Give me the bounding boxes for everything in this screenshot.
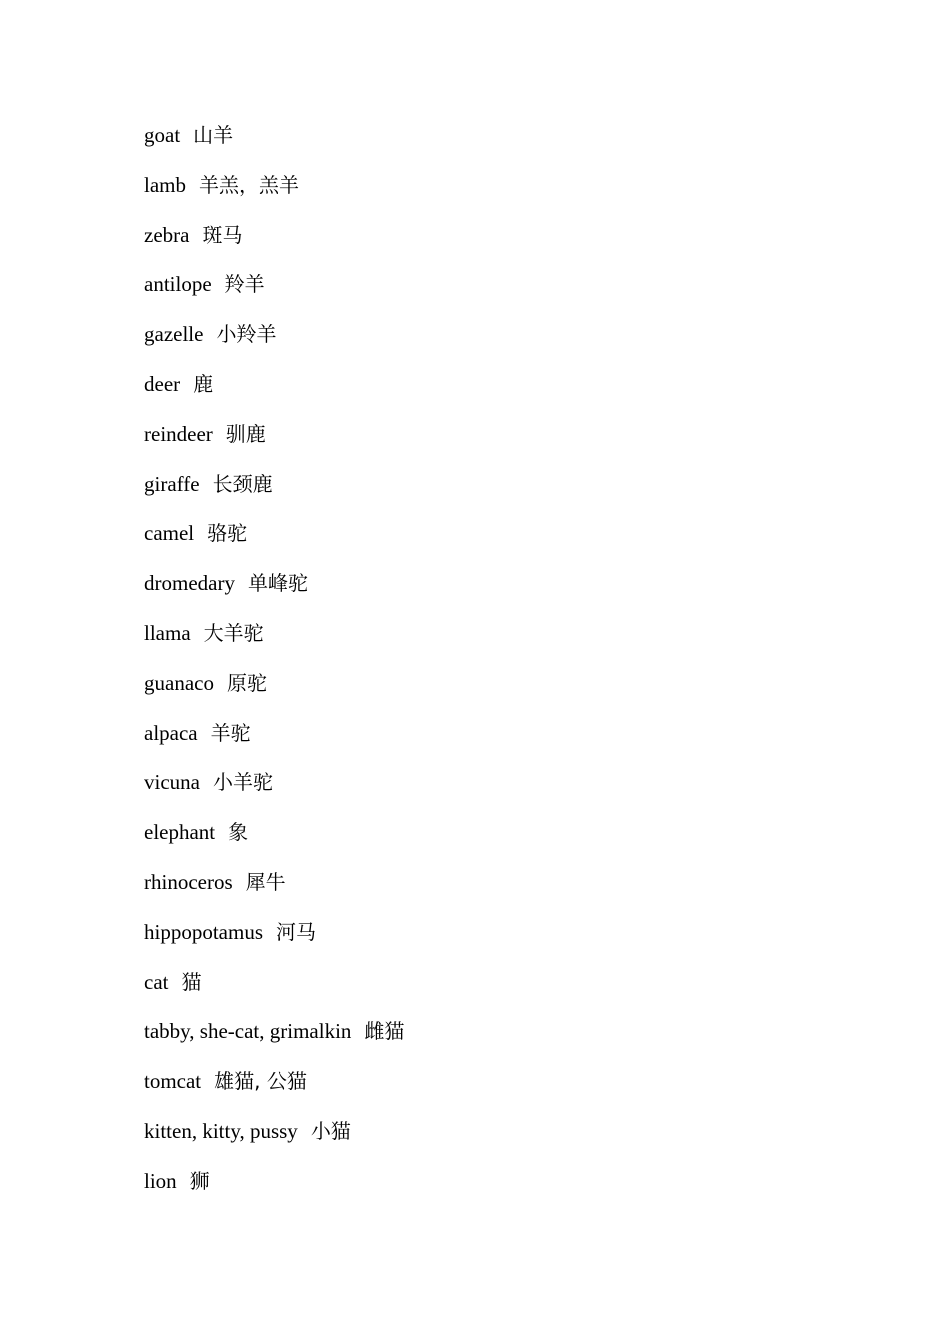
vocab-entry [144, 618, 404, 668]
chinese-translation: 驯鹿 [225, 421, 266, 446]
vocab-entry [144, 817, 404, 867]
vocab-entry [144, 269, 404, 319]
vocab-entry [144, 469, 404, 519]
english-word: camel [144, 521, 195, 546]
vocab-entry [144, 1166, 404, 1216]
chinese-translation: 山羊 [193, 123, 234, 147]
english-word: hippopotamus [144, 919, 263, 944]
english-word: zebra [144, 222, 190, 247]
chinese-translation: 大羊驼 [203, 620, 264, 645]
english-word: goat [144, 123, 181, 147]
english-word: guanaco [144, 670, 214, 695]
chinese-translation: 小羚羊 [216, 322, 277, 347]
english-word: alpaca [144, 720, 198, 745]
english-word: reindeer [144, 421, 213, 446]
vocab-entry [144, 867, 404, 917]
chinese-translation: 猫 [181, 969, 202, 994]
vocab-entry [144, 319, 404, 369]
chinese-translation: 鹿 [193, 371, 214, 396]
vocab-entry [144, 1016, 404, 1066]
english-word: antilope [144, 272, 212, 297]
vocab-entry [144, 1116, 404, 1166]
english-word: gazelle [144, 322, 204, 347]
vocab-entry [144, 170, 404, 220]
vocabulary-list [144, 120, 404, 1216]
vocab-entry [144, 1066, 404, 1116]
english-word: lion [144, 1168, 177, 1193]
chinese-translation: 小猫 [310, 1118, 351, 1143]
chinese-translation: 羊驼 [210, 720, 251, 745]
vocab-entry [144, 419, 404, 469]
english-word: giraffe [144, 471, 200, 496]
vocab-entry [144, 767, 404, 817]
vocab-entry [144, 967, 404, 1017]
vocab-entry [144, 369, 404, 419]
chinese-translation: 长颈鹿 [212, 471, 273, 496]
chinese-translation: 犀牛 [245, 869, 286, 894]
chinese-translation: 雄猫, 公猫 [214, 1069, 307, 1094]
chinese-translation: 河马 [276, 919, 316, 944]
english-word: llama [144, 620, 191, 645]
english-word: deer [144, 371, 181, 396]
chinese-translation: 羚羊 [224, 272, 265, 297]
vocab-entry [144, 917, 404, 967]
chinese-translation: 象 [228, 820, 249, 845]
chinese-translation: 斑马 [202, 222, 243, 247]
english-word: tabby, she-cat, grimalkin [144, 1019, 352, 1044]
vocab-entry [144, 568, 404, 618]
english-word: tomcat [144, 1069, 202, 1094]
english-word: kitten, kitty, pussy [144, 1118, 298, 1143]
vocab-entry [144, 120, 404, 170]
vocab-entry [144, 668, 404, 718]
chinese-translation: 单峰驼 [247, 571, 308, 596]
english-word: elephant [144, 820, 216, 845]
chinese-translation: 骆驼 [207, 521, 248, 546]
chinese-translation: 羊羔，羔羊 [199, 172, 299, 197]
vocab-entry [144, 518, 404, 568]
chinese-translation: 原驼 [226, 670, 267, 695]
english-word: vicuna [144, 770, 200, 795]
vocab-entry [144, 718, 404, 768]
chinese-translation: 小羊驼 [212, 770, 273, 795]
english-word: rhinoceros [144, 869, 233, 894]
chinese-translation: 雌猫 [364, 1019, 405, 1044]
english-word: cat [144, 969, 169, 994]
english-word: dromedary [144, 571, 235, 596]
chinese-translation: 狮 [189, 1168, 210, 1193]
english-word: lamb [144, 172, 186, 197]
vocab-entry [144, 220, 404, 270]
